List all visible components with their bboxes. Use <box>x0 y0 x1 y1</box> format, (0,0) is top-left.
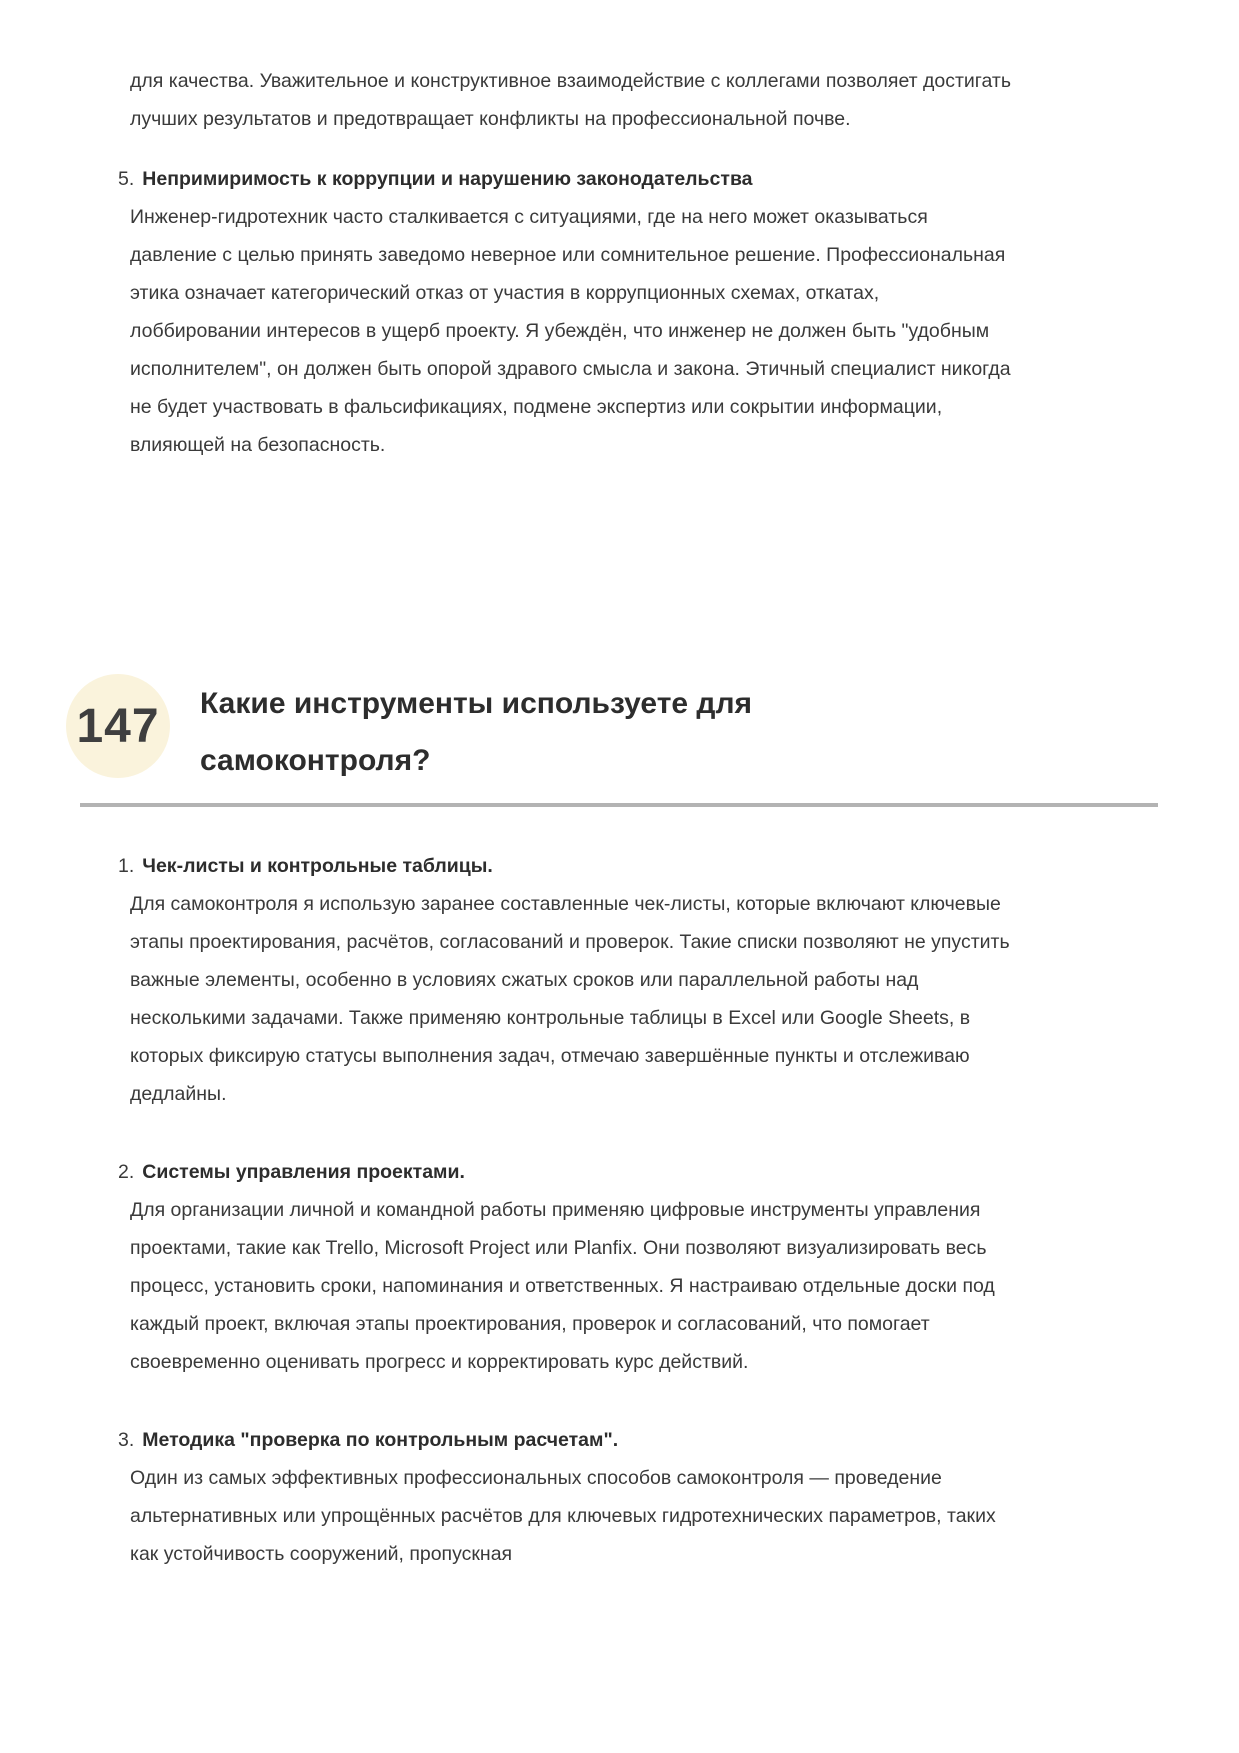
question-title: Какие инструменты используете для самоконтроля? <box>200 687 753 777</box>
item-number: 5. <box>118 168 135 190</box>
answer-item-1 <box>118 847 1139 1113</box>
item-number: 2. <box>118 1161 135 1183</box>
answer-item-3 <box>118 1421 1139 1573</box>
item-heading: Чек-листы и контрольные таблицы. <box>142 855 493 877</box>
item-text: Инженер-гидротехник часто сталкивается с ситуациями, где на него может оказываться давление с целью принять заведомо неверное или сомнительное решение. Профессиональная этика означает категорический отказ от участия в коррупционных схемах, откатах, лоббировании интересов в ущерб проекту. Я убеждён, что инженер не должен быть "удобным исполнителем", он должен быть опорой здравого смысла и закона. Этичный специалист никогда не будет участвовать в фальсификациях, подмене экспертиз или сокрытии информации, влияющей на безопасность. <box>130 206 1011 456</box>
answer-item-2 <box>118 1153 1139 1381</box>
item-text: Один из самых эффективных профессиональных способов самоконтроля — проведение альтернативных или упрощённых расчётов для ключевых гидротехнических параметров, таких как устойчивость сооружений, пропускная <box>130 1467 996 1565</box>
question-number: 147 <box>76 699 160 753</box>
item-number: 3. <box>118 1429 135 1451</box>
ethics-item-heading-row <box>118 160 1139 198</box>
question-number-badge <box>66 674 170 778</box>
answer-list <box>118 847 1139 1573</box>
intro-paragraph: для качества. Уважительное и конструктивное взаимодействие с коллегами позволяет достигать лучших результатов и предотвращает конфликты на профессиональной почве. <box>130 70 1011 130</box>
item-heading: Непримиримость к коррупции и нарушению законодательства <box>142 168 753 190</box>
ethics-item-5 <box>118 160 1139 464</box>
answer-item-heading-row <box>118 1421 1139 1459</box>
answer-item-heading-row <box>118 1153 1139 1191</box>
item-number: 1. <box>118 855 135 877</box>
item-text: Для самоконтроля я использую заранее составленные чек-листы, которые включают ключевые этапы проектирования, расчётов, согласований и проверок. Такие списки позволяют не упустить важные элементы, особенно в условиях сжатых сроков или параллельной работы над несколькими задачами. Также применяю контрольные таблицы в Excel или Google Sheets, в которых фиксирую статусы выполнения задач, отмечаю завершённые пункты и отслеживаю дедлайны. <box>130 893 1010 1105</box>
section-divider <box>80 803 1158 807</box>
item-heading: Методика "проверка по контрольным расчетам". <box>142 1429 619 1451</box>
question-header <box>66 672 1139 789</box>
answer-item-heading-row <box>118 847 1139 885</box>
item-heading: Системы управления проектами. <box>142 1161 465 1183</box>
item-text: Для организации личной и командной работы применяю цифровые инструменты управления проектами, такие как Trello, Microsoft Project или Planfix. Они позволяют визуализировать весь процесс, установить сроки, напоминания и ответственных. Я настраиваю отдельные доски под каждый проект, включая этапы проектирования, проверок и согласований, что помогает своевременно оценивать прогресс и корректировать курс действий. <box>130 1199 995 1373</box>
